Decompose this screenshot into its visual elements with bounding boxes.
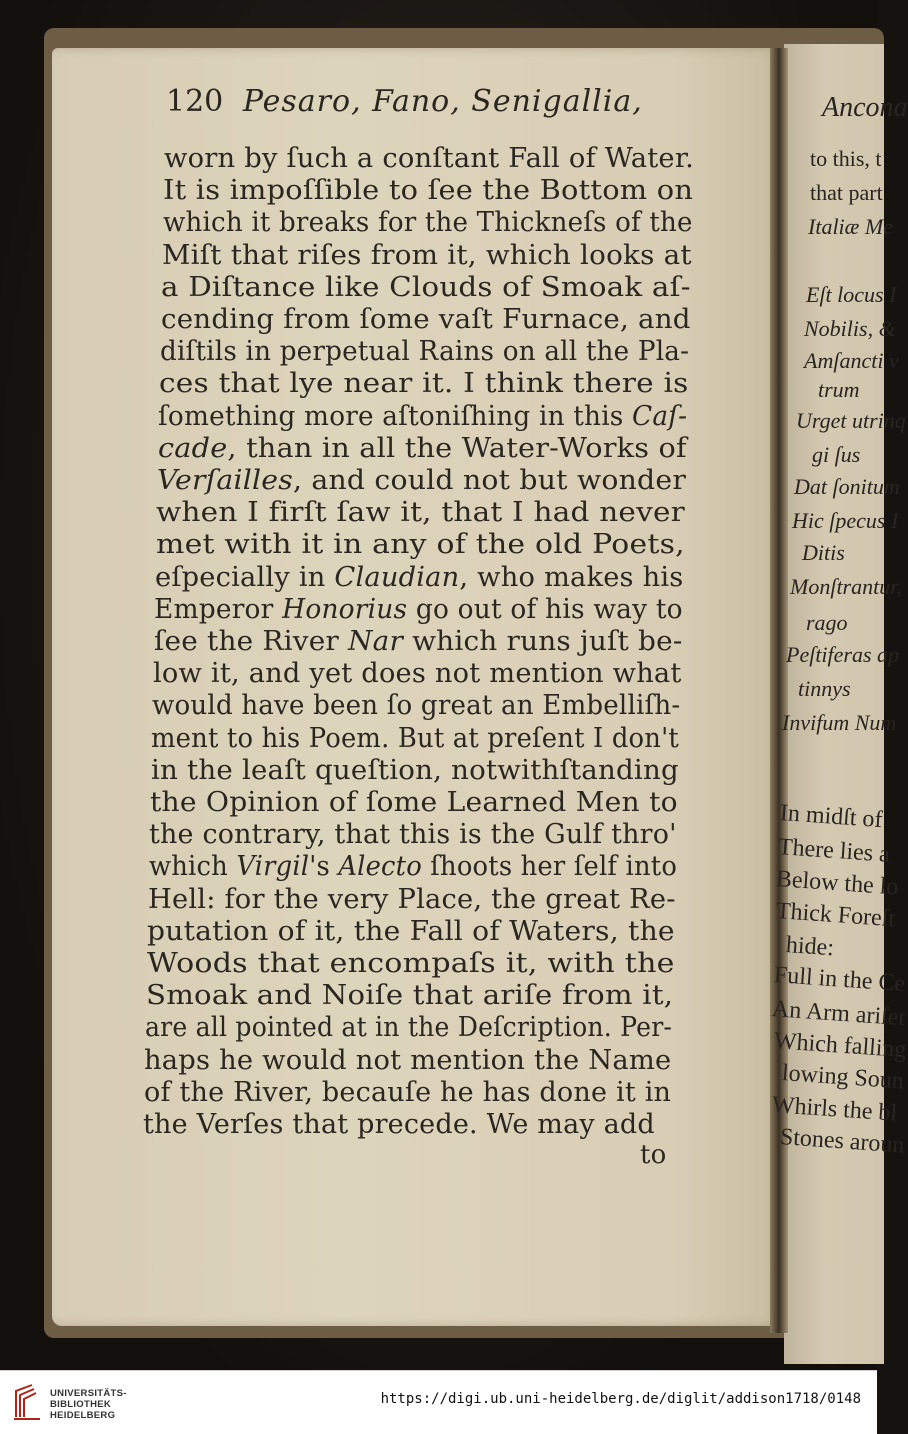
text-segment: 's xyxy=(308,851,338,883)
text-line xyxy=(162,240,692,272)
facing-page-line: Eſt locus I xyxy=(806,282,897,307)
text-segment: ſomething more aſtoniſhing in this xyxy=(158,400,633,432)
text-line xyxy=(156,529,685,561)
text-segment: haps he would not mention the Name xyxy=(144,1044,672,1076)
facing-page-line: Amſancti v xyxy=(804,348,899,373)
text-segment: Emperor xyxy=(154,593,283,625)
italic-text: cade xyxy=(157,432,228,464)
facing-page-header: Ancona xyxy=(822,92,908,123)
library-name-line: BIBLIOTHEK xyxy=(50,1399,112,1410)
facing-page-line: Stones aroun xyxy=(779,1124,906,1159)
text-line xyxy=(156,497,685,529)
facing-page-line: Dat ſonitum xyxy=(794,474,900,499)
text-line xyxy=(159,368,689,400)
text-segment: met with it in any of the old Poets, xyxy=(155,529,685,561)
text-segment: worn by ſuch a conſtant Fall of Water. xyxy=(164,143,694,174)
facing-page-line: Hic ſpecus I xyxy=(792,508,899,533)
facing-page-line: Invifum Num xyxy=(782,710,897,735)
facing-page-line: Below the lo xyxy=(775,866,900,901)
italic-text: Nar xyxy=(347,626,403,657)
text-segment: a Diſtance like Clouds of Smoak aſ- xyxy=(161,271,691,303)
text-line xyxy=(146,980,673,1012)
text-segment: eſpecially in xyxy=(154,561,335,593)
page-number: 120 xyxy=(166,84,224,119)
text-line xyxy=(145,1012,672,1044)
facing-page-line: Nobilis, & xyxy=(804,316,896,341)
text-segment: which runs juſt be- xyxy=(402,626,682,657)
facing-page-line: Full in the Ce xyxy=(773,962,906,998)
facing-page-line: Peſtiferas ap xyxy=(786,642,900,667)
text-line xyxy=(161,272,691,304)
text-segment: of the River, becauſe he has done it in xyxy=(143,1076,671,1108)
text-line xyxy=(143,1109,655,1141)
facing-page-line: Urget utrinq xyxy=(796,408,906,433)
italic-text: Caſ- xyxy=(632,400,688,432)
text-segment: Hell: for the very Place, the great Re- xyxy=(147,883,676,915)
text-line xyxy=(149,851,677,883)
text-segment: ment to his Poem. But at preſent I don't xyxy=(151,722,680,754)
text-line xyxy=(153,658,682,690)
text-line xyxy=(150,787,678,819)
facing-page-line: gi ſus xyxy=(812,442,861,467)
text-line xyxy=(158,401,687,433)
text-segment: cending from ſome vaſt Furnace, and xyxy=(160,304,691,335)
text-line xyxy=(154,626,682,658)
source-url-link[interactable]: https://digi.ub.uni-heidelberg.de/diglit/addison1718/0148 xyxy=(380,1391,861,1407)
text-segment: are all pointed at in the Deſcription. Per- xyxy=(145,1012,673,1044)
text-segment: when I firſt ſaw it, that I had never xyxy=(156,497,686,529)
text-segment: which it breaks for the Thickneſs of the xyxy=(162,207,693,239)
facing-page-line: Monſtrantur, xyxy=(790,574,902,599)
text-line xyxy=(158,433,687,465)
right-page xyxy=(784,44,884,1364)
text-line xyxy=(147,948,675,980)
text-segment: the contrary, that this is the Gulf thro' xyxy=(149,819,678,851)
facing-page-line: Which falling xyxy=(773,1028,908,1064)
facing-page-line: tinnys xyxy=(798,676,851,701)
text-segment: diſtils in perpetual Rains on all the Pla- xyxy=(159,336,689,368)
text-line xyxy=(151,755,679,787)
text-line xyxy=(152,690,680,722)
facing-page-line: that part xyxy=(810,180,883,205)
facing-page-line: Whirls the bl xyxy=(771,1092,898,1127)
text-line xyxy=(144,1045,671,1077)
text-segment: putation of it, the Fall of Waters, the xyxy=(147,915,676,947)
text-segment: would have been ſo great an Embelliſh- xyxy=(152,690,681,722)
text-line xyxy=(149,819,677,851)
facing-page-line: There lies a xyxy=(777,834,891,868)
text-line xyxy=(147,916,675,948)
text-segment: It is impoſſible to ſee the Bottom on xyxy=(163,175,694,207)
footer-bar xyxy=(0,1370,877,1434)
text-segment: Woods that encompaſs it, with the xyxy=(146,948,675,979)
running-head xyxy=(166,84,643,119)
facing-page-line: Italiæ Me xyxy=(808,214,893,239)
italic-text: Virgil xyxy=(235,851,309,883)
facing-page-line: An Arm ariſet xyxy=(771,996,906,1032)
text-segment: , than in all the Water-Works of xyxy=(227,432,687,464)
facing-page-line: lowing Soun xyxy=(781,1060,905,1095)
text-segment: in the leaſt queſtion, notwithſtanding xyxy=(150,754,679,786)
text-line xyxy=(163,175,693,207)
text-segment: the Opinion of ſome Learned Men to xyxy=(150,787,678,818)
library-name xyxy=(50,1388,127,1421)
library-logo-icon xyxy=(12,1383,42,1421)
facing-page-line: Thick Foreſt xyxy=(775,898,896,933)
facing-page-line: trum xyxy=(818,377,860,402)
text-segment: the Verſes that precede. We may add xyxy=(143,1109,655,1140)
catchword: to xyxy=(640,1140,667,1170)
text-line xyxy=(154,594,683,626)
italic-text: Honorius xyxy=(282,593,408,625)
text-segment: Smoak and Noiſe that ariſe from it, xyxy=(145,980,674,1012)
text-line xyxy=(151,723,679,755)
text-segment: low it, and yet does not mention what xyxy=(152,658,682,690)
text-line xyxy=(163,207,693,239)
text-segment: , and could not but wonder xyxy=(292,465,687,496)
library-name-line: UNIVERSITÄTS- xyxy=(50,1388,127,1399)
text-segment: ſhoots her ſelf into xyxy=(421,851,677,883)
italic-text: Claudian xyxy=(334,561,460,593)
text-segment: ſee the River xyxy=(153,626,348,657)
text-line xyxy=(155,562,684,594)
italic-text: Verſailles xyxy=(157,465,293,496)
running-title: Pesaro, Fano, Senigallia, xyxy=(242,84,643,119)
facing-page-line: hide: xyxy=(785,932,835,962)
text-segment: Miſt that riſes from it, which looks at xyxy=(161,239,692,271)
text-line xyxy=(164,143,694,175)
text-line xyxy=(148,884,676,916)
text-line xyxy=(157,465,686,497)
text-segment: go out of his way to xyxy=(407,593,683,625)
text-line xyxy=(144,1077,671,1109)
text-line xyxy=(161,304,691,336)
facing-page-line: In midſt of xyxy=(779,800,884,834)
text-segment: ces that lye near it. I think there is xyxy=(159,368,689,400)
text-segment: which xyxy=(148,851,236,883)
facing-page-line: Ditis xyxy=(802,540,845,565)
text-segment: , who makes his xyxy=(459,561,684,593)
italic-text: Alecto xyxy=(337,851,422,883)
library-name-line: HEIDELBERG xyxy=(50,1410,116,1421)
facing-page-line: rago xyxy=(806,610,848,635)
facing-page-line: to this, t xyxy=(810,146,882,171)
text-line xyxy=(160,336,689,368)
